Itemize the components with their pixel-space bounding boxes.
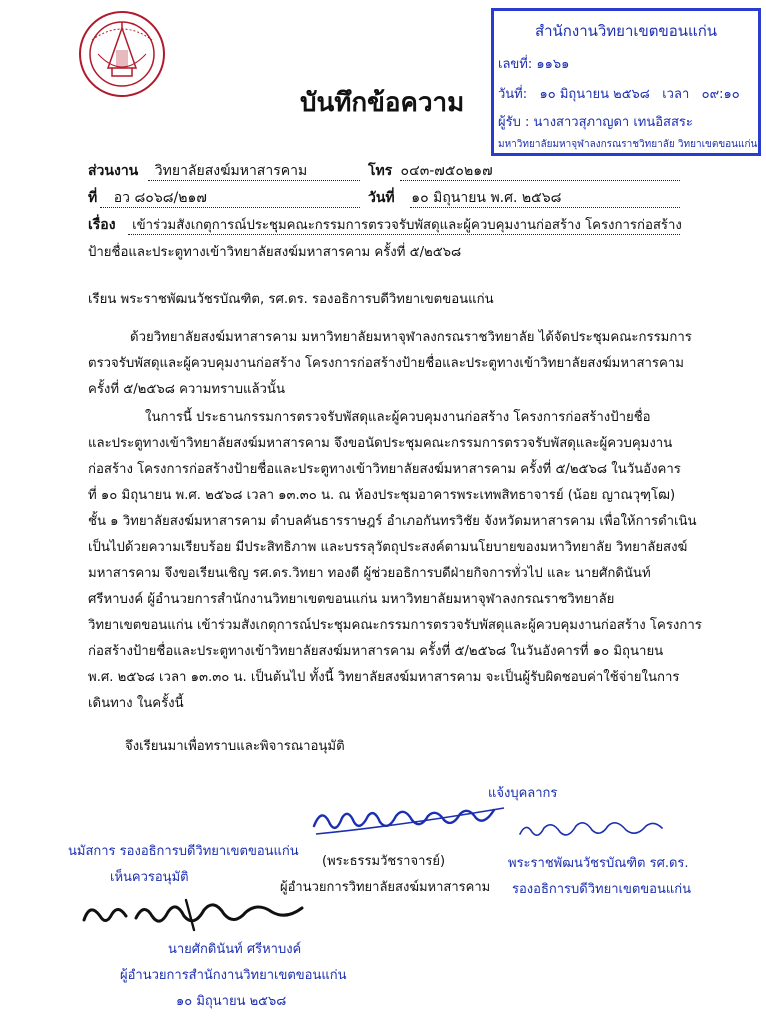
salutation: เรียน พระราชพัฒนวัชรบัณฑิต, รศ.ดร. รองอธิการบดีวิทยาเขตขอนแก่น [88, 292, 494, 307]
closing-request: จึงเรียนมาเพื่อทราบและพิจารณาอนุมัติ [125, 739, 345, 754]
body-line: ครั้งที่ ๕/๒๕๖๘ ความทราบแล้วนั้น [88, 382, 285, 397]
subject-label: เรื่อง [88, 217, 116, 233]
office-director-date: ๑๐ มิถุนายน ๒๕๖๘ [176, 994, 287, 1009]
director-signature [308, 796, 508, 846]
receipt-stamp [491, 8, 761, 156]
body-line: พ.ศ. ๒๕๖๘ เวลา ๑๓.๓๐ น. เป็นต้นไป ทั้งนี้ วิทยาลัยสงฆ์มหาสารคาม จะเป็นผู้รับผิดชอบค่าใช้จ่ายในการ [88, 670, 680, 685]
stamp-time-label: เวลา [662, 87, 690, 102]
date-dotline [410, 207, 680, 208]
body-line: ก่อสร้าง โครงการก่อสร้างป้ายชื่อและประตูทางเข้าวิทยาลัยสงฆ์มหาสารคาม ครั้งที่ ๕/๒๕๖๘ ในวันอังคาร [88, 462, 681, 477]
office-director-position: ผู้อำนวยการสำนักงานวิทยาเขตขอนแก่น [120, 968, 347, 983]
phone-row [368, 160, 493, 182]
subject-line-1: เข้าร่วมสังเกตุการณ์ประชุมคณะกรรมการตรวจรับพัสดุและผู้ควบคุมงานก่อสร้าง โครงการก่อสร้าง [132, 218, 682, 233]
body-line: เดินทาง ในครั้งนี้ [88, 696, 184, 711]
stamp-date-label: วันที่: [498, 87, 528, 102]
date-label: วันที่ [368, 190, 395, 206]
body-line: ชั้น ๑ วิทยาลัยสงฆ์มหาสารคาม ตำบลคันธารราษฎร์ อำเภอกันทรวิชัย จังหวัดมหาสารคาม เพื่อให้การดำเนิน [88, 514, 697, 529]
department-value: วิทยาลัยสงฆ์มหาสารคาม [154, 163, 308, 179]
ref-value: อว ๘๐๖๘/๒๑๗ [113, 190, 207, 206]
body-line: มหาสารคาม จึงขอเรียนเชิญ รศ.ดร.วิทยา ทองดี ผู้ช่วยอธิการบดีฝ่ายกิจการทั่วไป และ นายศักดินันท์ [88, 566, 651, 581]
stamp-time: ๐๙:๑๐ [701, 87, 740, 102]
body-line: และประตูทางเข้าวิทยาลัยสงฆ์มหาสารคาม จึงขอนัดประชุมคณะกรรมการตรวจรับพัสดุและผู้ควบคุมงาน [88, 436, 673, 451]
office-director-name: นายศักดินันท์ ศรีหาบงค์ [168, 942, 302, 957]
vice-rector-position: รองอธิการบดีวิทยาเขตขอนแก่น [512, 882, 692, 897]
body-line: วิทยาเขตขอนแก่น เข้าร่วมสังเกตุการณ์ประชุมคณะกรรมการตรวจรับพัสดุและผู้ควบคุมงานก่อสร้าง โครงการ [88, 618, 702, 633]
phone-dotline [400, 180, 680, 181]
right-note: แจ้งบุคลากร [488, 786, 558, 801]
stamp-number: ๑๑๖๑ [536, 57, 570, 72]
department-row [88, 160, 307, 182]
body-line: ศรีหาบงค์ ผู้อำนวยการสำนักงานวิทยาเขตขอนแก่น มหาวิทยาลัยมหาจุฬาลงกรณราชวิทยาลัย [88, 592, 615, 607]
body-line: ก่อสร้างป้ายชื่อและประตูทางเข้าวิทยาลัยสงฆ์มหาสารคาม ครั้งที่ ๕/๒๕๖๘ ในวันอังคารที่ ๑๐ มิถุนายน [88, 644, 664, 659]
stamp-receiver-label: ผู้รับ : [498, 115, 530, 130]
stamp-date-row [498, 83, 740, 104]
stamp-date: ๑๐ มิถุนายน ๒๕๖๘ [539, 87, 650, 102]
phone-label: โทร [368, 163, 393, 179]
department-label: ส่วนงาน [88, 163, 139, 179]
date-row [368, 187, 561, 209]
body-line: ตรวจรับพัสดุและผู้ควบคุมงานก่อสร้าง โครงการก่อสร้างป้ายชื่อและประตูทางเข้าวิทยาลัยสงฆ์มหาสารคาม [88, 356, 684, 371]
office-director-signature [76, 890, 306, 938]
body-line: ที่ ๑๐ มิถุนายน พ.ศ. ๒๕๖๘ เวลา ๑๓.๓๐ น. ณ ห้องประชุมอาคารพระเทพสิทธาจารย์ (น้อย ญาณวุฑฺโฒ) [88, 488, 676, 503]
date-value: ๑๐ มิถุนายน พ.ศ. ๒๕๖๘ [411, 190, 562, 206]
university-seal-logo [78, 10, 166, 98]
subject-row [88, 214, 682, 236]
subject-line-2: ป้ายชื่อและประตูทางเข้าวิทยาลัยสงฆ์มหาสารคาม ครั้งที่ ๕/๒๕๖๘ [88, 245, 462, 260]
director-name: (พระธรรมวัชราจารย์) [322, 854, 446, 869]
ref-dotline [100, 207, 360, 208]
left-note-line1: นมัสการ รองอธิการบดีวิทยาเขตขอนแก่น [68, 844, 299, 859]
ref-label: ที่ [88, 190, 98, 206]
vice-rector-name: พระราชพัฒนวัชรบัณฑิต รศ.ดร. [508, 856, 689, 871]
stamp-number-row [498, 53, 569, 74]
vice-rector-signature [516, 812, 666, 846]
left-note-line2: เห็นควรอนุมัติ [110, 870, 189, 885]
department-dotline [148, 180, 360, 181]
stamp-receiver-row [498, 111, 693, 132]
memo-title: บันทึกข้อความ [300, 88, 465, 118]
director-position: ผู้อำนวยการวิทยาลัยสงฆ์มหาสารคาม [280, 880, 491, 895]
body-line: ด้วยวิทยาลัยสงฆ์มหาสารคาม มหาวิทยาลัยมหาจุฬาลงกรณราชวิทยาลัย ได้จัดประชุมคณะกรรมการ [130, 330, 692, 345]
stamp-office: สำนักงานวิทยาเขตขอนแก่น [534, 22, 718, 40]
body-line: ในการนี้ ประธานกรรมการตรวจรับพัสดุและผู้ควบคุมงานก่อสร้าง โครงการก่อสร้างป้ายชื่อ [145, 410, 651, 425]
stamp-number-label: เลขที่: [498, 57, 533, 72]
ref-row [88, 187, 207, 209]
stamp-university: มหาวิทยาลัยมหาจุฬาลงกรณราชวิทยาลัย วิทยาเขตขอนแก่น [498, 139, 758, 150]
body-line: เป็นไปด้วยความเรียบร้อย มีประสิทธิภาพ และบรรลุวัตถุประสงค์ตามนโยบายของมหาวิทยาลัย วิทยาลัยสงฆ์ [88, 540, 688, 555]
stamp-receiver: นางสาวสุภาญดา เทนอิสสระ [533, 115, 693, 130]
phone-value: ๐๔๓-๗๕๐๒๑๗ [400, 163, 493, 179]
subject-dotline [128, 234, 680, 235]
